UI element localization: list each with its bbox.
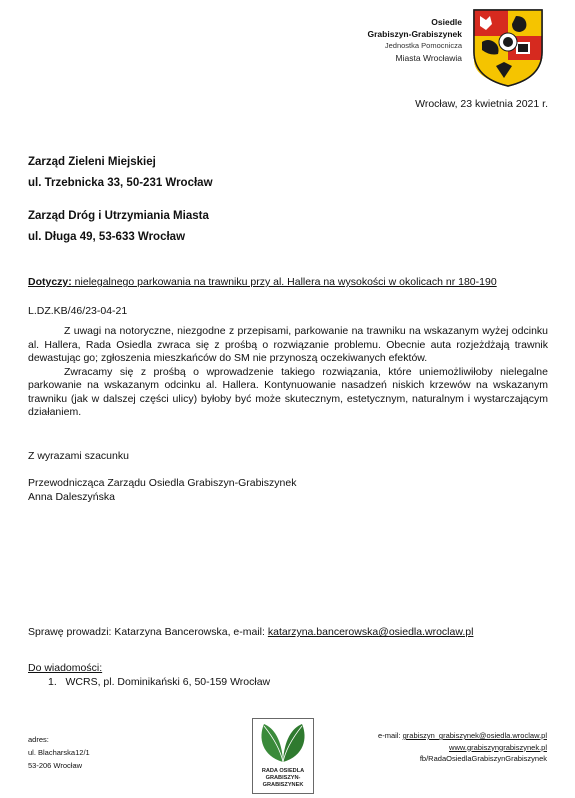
logo-line-3: GRABISZYNEK xyxy=(262,782,304,788)
footer-email-link[interactable]: grabiszyn_grabiszynek@osiedla.wroclaw.pl xyxy=(402,731,547,740)
header-line-1: Osiedle xyxy=(431,17,462,27)
footer-email-row xyxy=(378,730,547,742)
logo-line-1: RADA OSIEDLA xyxy=(261,768,305,774)
logo-line-2: GRABISZYN- xyxy=(265,775,301,781)
footer-street: ul. Blacharska12/1 xyxy=(28,748,90,757)
subject-line xyxy=(28,276,548,288)
distribution-list xyxy=(28,661,270,689)
footer-contact xyxy=(378,730,547,765)
footer-city: 53-206 Wrocław xyxy=(28,761,83,770)
recipient-address: ul. Długa 49, 53-633 Wrocław xyxy=(28,231,186,243)
case-handler xyxy=(28,626,473,638)
rada-osiedla-logo-icon xyxy=(252,718,314,794)
letter-date: Wrocław, 23 kwietnia 2021 r. xyxy=(415,98,548,110)
header-line-3: Jednostka Pomocnicza xyxy=(384,41,462,50)
footer-website-link[interactable]: www.grabiszyngrabiszynek.pl xyxy=(449,742,547,752)
signature xyxy=(28,477,296,504)
wroclaw-crest-icon xyxy=(472,8,544,88)
recipient-name: Zarząd Zieleni Miejskiej xyxy=(28,156,156,168)
footer-address xyxy=(28,733,90,772)
recipient-address: ul. Trzebnicka 33, 50-231 Wrocław xyxy=(28,177,213,189)
signature-title: Przewodnicząca Zarządu Osiedla Grabiszyn-Grabiszynek xyxy=(28,477,297,489)
recipient-1 xyxy=(28,152,213,194)
closing: Z wyrazami szacunku xyxy=(28,450,129,462)
list-item: 1. WCRS, pl. Dominikański 6, 50-159 Wrocław xyxy=(48,676,271,688)
case-handler-email-link[interactable]: katarzyna.bancerowska@osiedla.wroclaw.pl xyxy=(267,626,474,638)
signature-name: Anna Daleszyńska xyxy=(28,490,115,503)
subject-text: nielegalnego parkowania na trawniku przy al. Hallera na wysokości w okolicach nr 180-190 xyxy=(71,276,497,288)
header-line-4: Miasta Wrocławia xyxy=(395,53,462,63)
letter-body xyxy=(28,325,548,420)
footer-email-label: e-mail: xyxy=(378,731,403,740)
footer-facebook: fb/RadaOsiedlaGrabiszynGrabiszynek xyxy=(419,754,547,763)
distribution-label: Do wiadomości: xyxy=(28,662,103,674)
body-paragraph-2: Zwracamy się z prośbą o wprowadzenie takiego rozwiązania, które uniemożliwiłoby nielegalne parkowanie na wskazanym odcinku al. Hallera. Kontynuowanie nasadzeń niskich krzewów na wskazanym trawniku (jak w dalszej części ulicy) byłoby być może skutecznym, estetycznym, naturalnym i wystarczającym działaniem. xyxy=(28,365,548,418)
body-paragraph-1: Z uwagi na notoryczne, niezgodne z przepisami, parkowanie na trawniku na wskazanym wyżej odcinku al. Hallera, Rada Osiedla zwraca się z prośbą o rozwiązanie problemu. Obecnie auta rozjeżdżają trawnik dewastując go; zgłoszenia mieszkańców do SM nie przynoszą oczekiwanych efektów. xyxy=(28,325,548,364)
reference-number: L.DZ.KB/46/23-04-21 xyxy=(28,305,128,317)
footer-address-label: adres: xyxy=(28,735,49,744)
case-handler-label: Sprawę prowadzi: Katarzyna Bancerowska, e-mail: xyxy=(28,626,268,638)
recipient-name: Zarząd Dróg i Utrzymiania Miasta xyxy=(28,210,209,222)
recipient-2 xyxy=(28,206,209,248)
header-line-2: Grabiszyn-Grabiszynek xyxy=(367,29,462,39)
header-org-name xyxy=(368,16,462,64)
subject-label: Dotyczy: xyxy=(28,276,72,288)
